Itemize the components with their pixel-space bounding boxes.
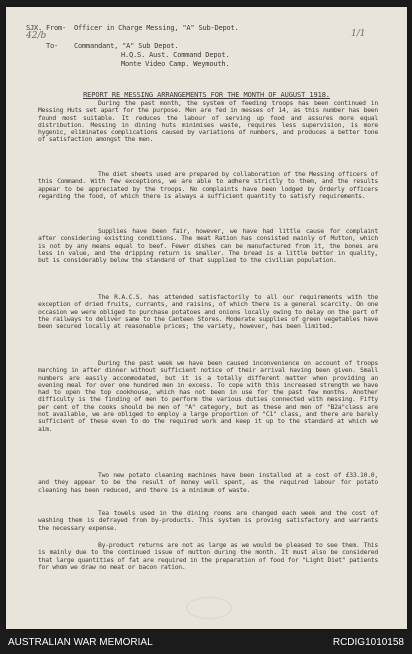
paragraph-6-text: Two new potato cleaning machines have been installed at a cost of £33.10.0, and they appear to be the result of money well spent, as the required labour for potato cleaning has been reduced, and there is a minimum of waste.	[38, 471, 378, 494]
report-title: REPORT RE MESSING ARRANGEMENTS FOR THE MONTH OF AUGUST 1918.	[83, 91, 330, 99]
paragraph-4-text: The R.A.C.S. has attended satisfactorily to all our requirements with the exception of dried fruits, currants, and raisins, of which there is a general scarcity. On one occasion we were obliged to purchase potatoes and onions locally owing to delay on the part of the railways to deliver same to the Canteen Stores. Moderate supplies of green vegetables have been secured locally at reasonable prices; the variety, however, has been limited.	[38, 293, 378, 331]
paragraph-7-text: Tea towels used in the dining rooms are changed each week and the cost of washing them is defrayed from by-products. This system is proving satisfactory and warrants the necessary expense.	[38, 509, 378, 532]
to-line-3: Monte Video Camp. Weymouth.	[121, 60, 230, 68]
from-label: From-	[46, 24, 67, 32]
archive-footer	[0, 630, 412, 654]
paragraph-8	[38, 542, 378, 571]
paragraph-2	[38, 171, 378, 200]
handwritten-note: 42/b	[26, 31, 47, 41]
document-page	[6, 7, 407, 629]
paragraph-3	[38, 228, 378, 264]
reference-code: SJX.	[26, 24, 43, 32]
paragraph-8-text: By-product returns are not as large as we would be pleased to see them. This is mainly due to the continued issue of mutton during the month. It must also be considered that large quantities of fat are required in the preparation of food for "Light Diet" patients for whom we draw no meat or bacon ration.	[38, 541, 378, 571]
faint-stamp	[186, 597, 232, 619]
paragraph-6	[38, 472, 378, 494]
paragraph-5-text: During the past week we have been caused inconvenience on account of troops marching in after dinner without sufficient notice of their arrival having been given. Small numbers are easily accommodated, but it is a totally different matter when providing an evening meal for over one hundred men in excess. To cope with this increased strength we have had to open the top cookhouse, which has not been in use for the past few months. Another difficulty is the finding of men to perform the various duties connected with messing. Fifty per cent of the cooks should be men of "A" category, but as these and men of "B2a"class are not available, we are obliged to employ a large proportion of "C1" class, and there are barely sufficient of these even to do the required work and keep it up to the standard at which we aim.	[38, 359, 378, 433]
to-label: To-	[46, 42, 59, 50]
to-line-1: Commandant, "A" Sub Depot.	[74, 42, 179, 50]
paragraph-2-text: The diet sheets used are prepared by collaboration of the Messing officers of this Command. With few exceptions, we are able to adhere strictly to them, and the results appear to be appreciated by the troops. No complaints have been lodged by Orderly officers regarding the food, of which there is always a sufficient quantity to satisfy requirements.	[38, 170, 378, 200]
corner-mark: 1/1	[351, 29, 366, 39]
paragraph-5	[38, 360, 378, 433]
footer-source: AUSTRALIAN WAR MEMORIAL	[8, 637, 153, 648]
paragraph-1-text: During the past month, the system of feeding troops has been continued in Messing Huts set apart for the purpose. Men are fed in messes of 14, as this number has been found most suitable. It reduces the labour of serving up food and assures more equal distribution. Messing in dining huts minimises waste, requires less supervision, is more hygenic, eliminates complications caused by variations of numbers, and produces a better tone of satisfaction amongst the men.	[38, 99, 378, 144]
to-line-2: H.Q.S. Aust. Command Depot.	[121, 51, 230, 59]
paragraph-3-text: Supplies have been fair, however, we have had little cause for complaint after considering existing conditions. The meat Ration has consisted mainly of Mutton, which is not by any means equal to beef. Fewer dishes can be manufactured from it, the bones are less in value, and the dripping return is smaller. The bread is a little better in quality, but is considerably below the standard of that supplied to the civilian population.	[38, 227, 378, 265]
paragraph-4	[38, 294, 378, 330]
footer-id: RCDIG1010158	[332, 637, 404, 648]
paragraph-1	[38, 100, 378, 144]
paragraph-7	[38, 510, 378, 532]
from-text: Officer in Charge Messing, "A" Sub-Depot.	[74, 24, 239, 32]
